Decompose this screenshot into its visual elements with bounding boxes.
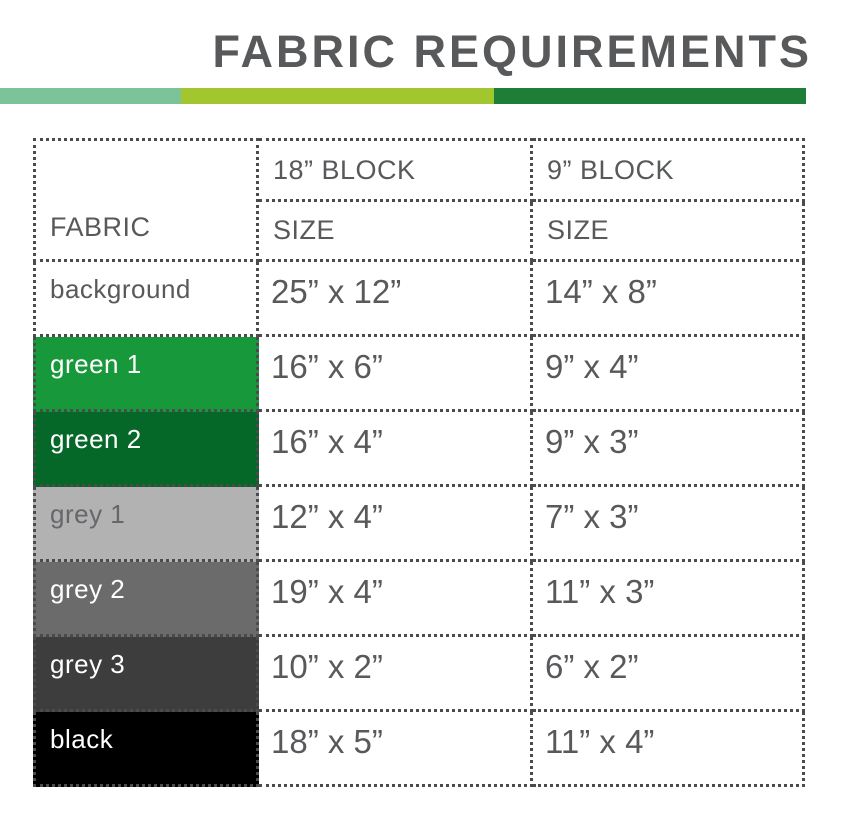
size-18-value: 25” x 12” [259,262,533,337]
size-18-value: 16” x 4” [259,412,533,487]
size-9-value: 7” x 3” [533,487,805,562]
fabric-row-label-grey-3: grey 3 [33,637,259,712]
size-18-value: 10” x 2” [259,637,533,712]
fabric-row-label-background: background [33,262,259,337]
block-9-header: 9” BLOCK [533,138,805,202]
size-9-value: 9” x 4” [533,337,805,412]
size-9-value: 14” x 8” [533,262,805,337]
fabric-requirements-table [33,138,805,787]
fabric-row-label-grey-1: grey 1 [33,487,259,562]
page-title: FABRIC REQUIREMENTS [212,26,812,77]
size-header-18: SIZE [259,202,533,262]
accent-bar-segment-dark-green [494,88,806,104]
size-18-value: 16” x 6” [259,337,533,412]
accent-bar-segment-lime [181,88,494,104]
size-header-9: SIZE [533,202,805,262]
block-18-header: 18” BLOCK [259,138,533,202]
size-18-value: 19” x 4” [259,562,533,637]
size-9-value: 9” x 3” [533,412,805,487]
accent-bar [0,88,806,104]
size-9-value: 11” x 3” [533,562,805,637]
size-9-value: 11” x 4” [533,712,805,787]
fabric-row-label-green-1: green 1 [33,337,259,412]
accent-bar-segment-sage [0,88,181,104]
fabric-row-label-black: black [33,712,259,787]
fabric-column-header: FABRIC [33,138,259,262]
fabric-row-label-green-2: green 2 [33,412,259,487]
size-9-value: 6” x 2” [533,637,805,712]
size-18-value: 12” x 4” [259,487,533,562]
size-18-value: 18” x 5” [259,712,533,787]
fabric-row-label-grey-2: grey 2 [33,562,259,637]
